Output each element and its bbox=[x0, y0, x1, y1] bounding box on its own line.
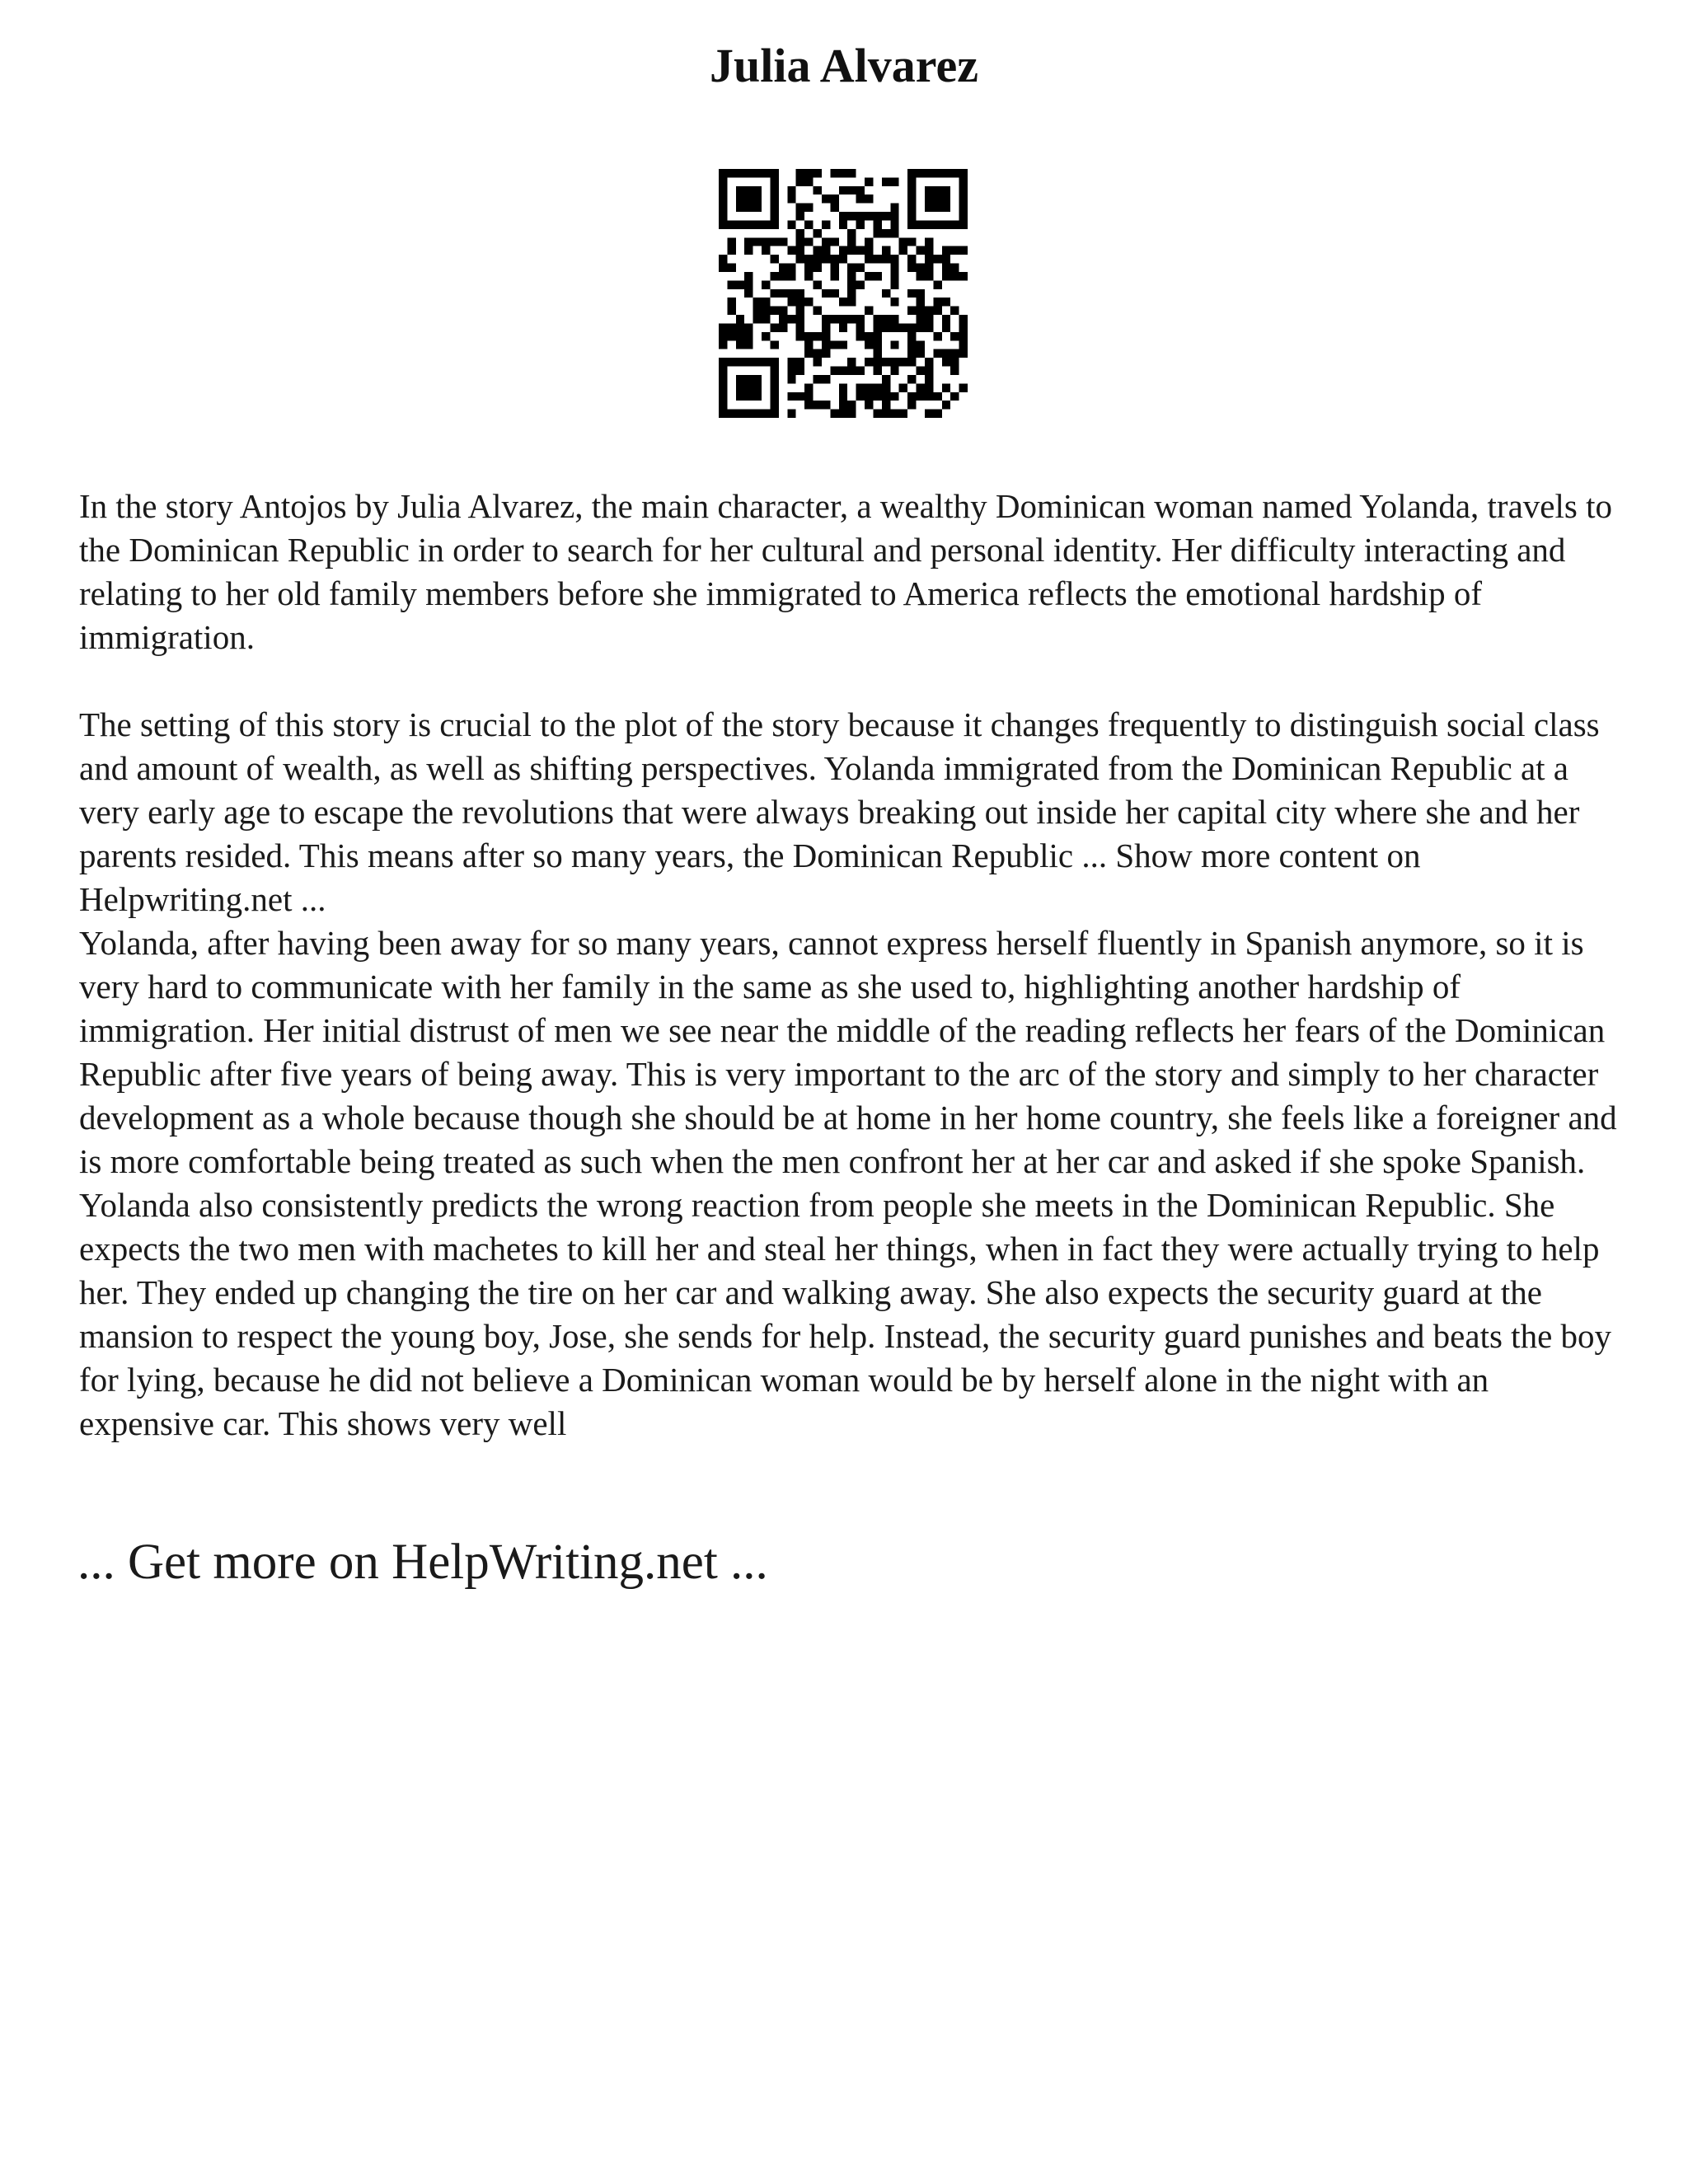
setting-paragraph: The setting of this story is crucial to the plot of the story because it changes frequently to distinguish social class and amount of wealth, as well as shifting perspectives. Yolanda immigrated from the Dominican Republic at a very early age to escape the revolutions that were always breaking out inside her capital city where she and her parents resided. This means after so many years, the Dominican Republic ... Show more content on Helpwriting.net ... bbox=[79, 705, 1600, 918]
body-paragraphs bbox=[79, 703, 1629, 1446]
intro-paragraph: In the story Antojos by Julia Alvarez, the main character, a wealthy Dominican woman named Yolanda, travels to the Dominican Republic in order to search for her cultural and personal identity. Her difficulty interacting and relating to her old family members before she immigrated to America reflects the emotional hardship of immigration. bbox=[79, 487, 1612, 656]
character-paragraph: Yolanda, after having been away for so many years, cannot express herself fluently in Spanish anymore, so it is very hard to communicate with her family in the same as she used to, highlighting another hardship of immigration. Her initial distrust of men we see near the middle of the reading reflects her fears of the Dominican Republic after five years of being away. This is very important to the arc of the story and simply to her character development as a whole because though she should be at home in her home country, she feels like a foreigner and is more comfortable being treated as such when the men confront her at her car and asked if she spoke Spanish. Yolanda also consistently predicts the wrong reaction from people she meets in the Dominican Republic. She expects the two men with machetes to kill her and steal her things, when in fact they were actually trying to help her. They ended up changing the tire on her car and walking away. She also expects the security guard at the mansion to respect the young boy, Jose, she sends for help. Instead, the security guard punishes and beats the boy for lying, because he did not believe a Dominican woman would be by herself alone in the night with an expensive car. This shows very well bbox=[79, 924, 1617, 1442]
page-title: Julia Alvarez bbox=[710, 39, 978, 92]
qr-code-icon bbox=[719, 169, 968, 418]
get-more-link[interactable]: ... Get more on HelpWriting.net ... bbox=[77, 1535, 768, 1590]
